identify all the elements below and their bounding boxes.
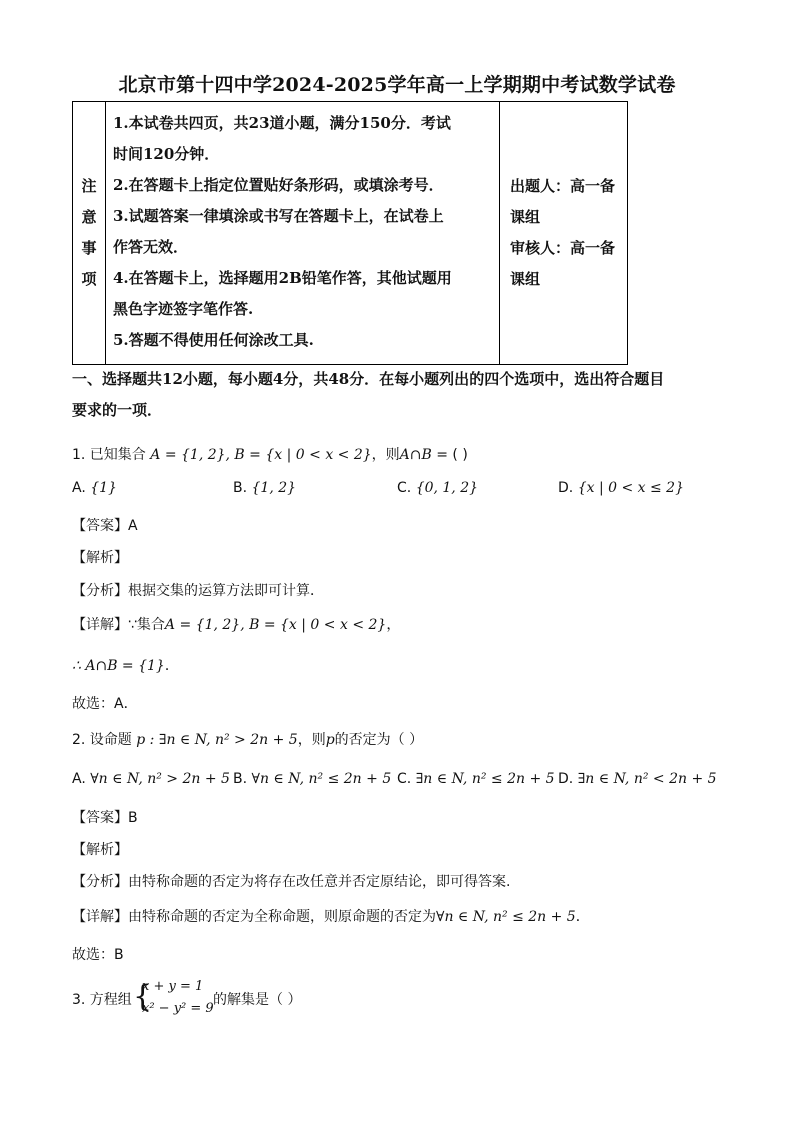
page-title: 北京市第十四中学2024-2025学年高一上学期期中考试数学试卷 (118, 74, 676, 96)
option-letter: D. (558, 480, 574, 496)
q2-option-c (397, 771, 555, 787)
q1-fenxi (72, 580, 324, 600)
detail-math: ∀n ∈ N, n² ≤ 2n + 5 (436, 909, 576, 925)
option-letter: C. (397, 771, 412, 787)
option-value: {1, 2} (251, 480, 297, 496)
q1-option-d (558, 480, 684, 496)
option-letter: C. (397, 480, 412, 496)
notice-line: 作答无效． (113, 238, 189, 256)
q2-analysis-tag: 【解析】 (72, 842, 128, 858)
answer-value: A (128, 518, 138, 534)
option-value: {0, 1, 2} (415, 480, 479, 496)
notice-authors (500, 102, 628, 365)
notice-line: 1.本试卷共四页，共23道小题，满分150分．考试 (113, 114, 451, 132)
q2-fenxi (72, 871, 510, 891)
option-value: ∀n ∈ N, n² > 2n + 5 (90, 771, 230, 787)
answer-value: B (128, 810, 138, 826)
detail-tag: 【详解】 (72, 909, 128, 925)
option-value: ∃n ∈ N, n² ≤ 2n + 5 (415, 771, 555, 787)
section-line: 一、选择题共12小题，每小题4分，共48分．在每小题列出的四个选项中，选出符合题目 (72, 370, 665, 388)
notice-table (72, 101, 628, 365)
q2-option-d (558, 771, 717, 787)
q1-detail (72, 614, 400, 634)
notice-label-char: 注 (81, 177, 97, 195)
q2-prefix: 2. 设命题 (72, 732, 132, 748)
q1-suffix: ，则 (371, 447, 400, 463)
q2-math: p : ∃n ∈ N, n² > 2n + 5 (136, 732, 298, 748)
q1-therefore (72, 655, 179, 675)
fenxi-tag: 【分析】 (72, 583, 128, 599)
q1-choice: 故选：A． (72, 696, 138, 712)
detail-prefix: ∵集合 (128, 617, 165, 633)
option-letter: D. (558, 771, 574, 787)
author-line: 审核人：高一备 (510, 239, 616, 257)
q2-suffix: ，则 (297, 732, 326, 748)
option-value: ∀n ∈ N, n² ≤ 2n + 5 (251, 771, 392, 787)
q3-eq1: x + y = 1 (142, 979, 204, 994)
section-line: 要求的一项． (72, 401, 163, 419)
author-line: 课组 (510, 270, 541, 288)
therefore-math: ∴ A∩B = {1} (72, 658, 165, 674)
option-value: {x | 0 < x ≤ 2} (577, 480, 684, 496)
option-letter: B. (233, 480, 248, 496)
detail-math: A = {1, 2}, B = {x | 0 < x < 2} (164, 617, 387, 633)
notice-label (73, 102, 106, 365)
q1-analysis-tag: 【解析】 (72, 550, 128, 566)
author-line: 出题人：高一备 (510, 177, 616, 195)
therefore-end: ． (164, 658, 179, 674)
notice-label-char: 项 (81, 270, 97, 288)
q3-prefix: 3. 方程组 (72, 992, 132, 1008)
notice-line: 2.在答题卡上指定位置贴好条形码，或填涂考号． (113, 176, 444, 194)
q2-choice: 故选：B (72, 947, 124, 963)
q2-end: 的否定为（ ） (334, 732, 424, 748)
notice-label-char: 意 (81, 208, 97, 226)
q3-eq2: x² − y² = 9 (142, 1001, 214, 1016)
brace-icon: { (133, 979, 153, 1014)
q1-option-b (233, 480, 296, 496)
q2-answer (72, 807, 138, 827)
q1-prefix: 1. 已知集合 (72, 447, 146, 463)
q3-equation-system (133, 976, 214, 1020)
option-value: {1} (90, 480, 117, 496)
q2-math2: p (325, 732, 335, 748)
q1-option-c (397, 480, 478, 496)
option-letter: B. (233, 771, 248, 787)
detail-end: ． (575, 909, 590, 925)
notice-line: 5.答题不得使用任何涂改工具. (113, 331, 314, 349)
q1-stem (72, 444, 468, 464)
q1-option-a (72, 480, 117, 496)
q1-answer (72, 515, 138, 535)
detail-tag: 【详解】 (72, 617, 128, 633)
q1-end: = ( ) (436, 447, 468, 463)
notice-line: 黑色字迹签字笔作答. (113, 300, 254, 318)
q1-math: A = {1, 2}, B = {x | 0 < x < 2} (150, 447, 372, 463)
fenxi-tag: 【分析】 (72, 874, 128, 890)
notice-content (106, 102, 500, 365)
option-value: ∃n ∈ N, n² < 2n + 5 (577, 771, 717, 787)
notice-line: 时间120分钟． (113, 145, 220, 163)
detail-end: ， (386, 617, 401, 633)
fenxi-text: 由特称命题的否定为将存在改任意并否定原结论，即可得答案. (128, 874, 511, 890)
q2-option-a (72, 771, 230, 787)
answer-tag: 【答案】 (72, 518, 128, 534)
option-letter: A. (72, 480, 86, 496)
notice-line: 4.在答题卡上，选择题用2B铅笔作答，其他试题用 (113, 269, 452, 287)
q1-math2: A∩B (399, 447, 432, 463)
notice-label-char: 事 (81, 239, 97, 257)
q2-detail (72, 906, 590, 926)
option-letter: A. (72, 771, 86, 787)
q2-stem (72, 729, 423, 749)
fenxi-text: 根据交集的运算方法即可计算． (128, 583, 324, 599)
answer-tag: 【答案】 (72, 810, 128, 826)
author-line: 课组 (510, 208, 541, 226)
q2-option-b (233, 771, 391, 787)
notice-line: 3.试题答案一律填涂或书写在答题卡上，在试卷上 (113, 207, 444, 225)
q3-end: 的解集是（ ） (213, 992, 302, 1008)
section-heading (72, 364, 722, 426)
detail-text: 由特称命题的否定为全称命题，则原命题的否定为 (128, 909, 436, 925)
